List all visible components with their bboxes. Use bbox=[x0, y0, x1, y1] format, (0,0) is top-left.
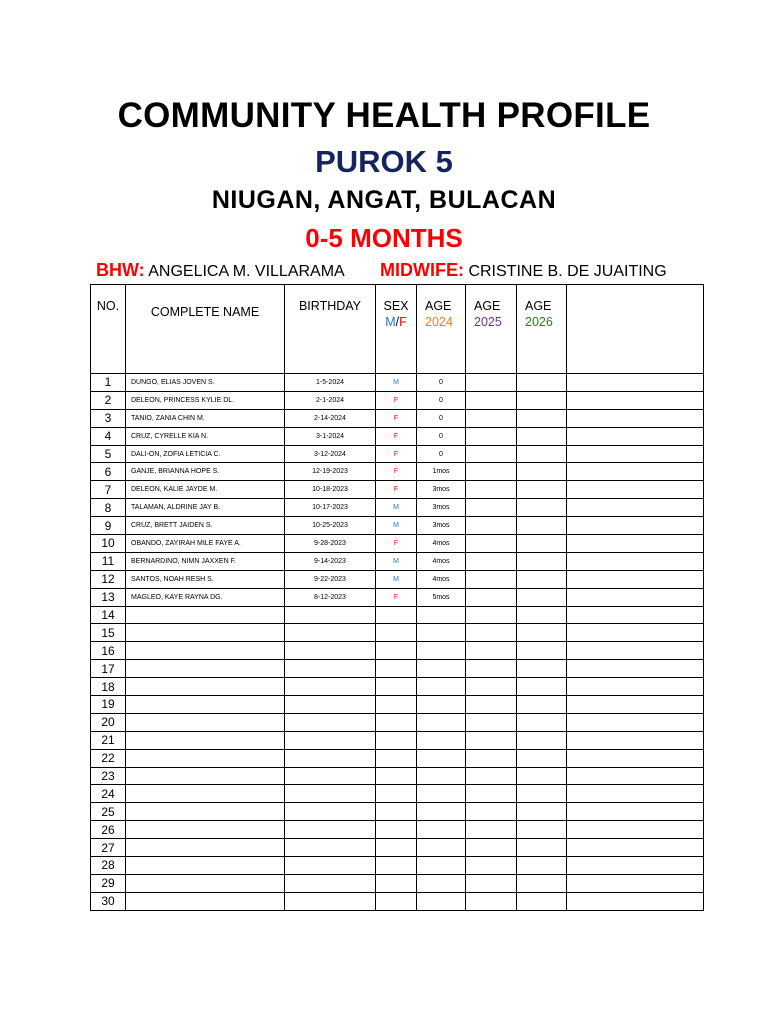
age-2026-cell bbox=[517, 857, 567, 875]
age-2026-cell bbox=[517, 570, 567, 588]
table-row bbox=[91, 713, 704, 731]
age-2026-cell bbox=[517, 552, 567, 570]
name-cell bbox=[126, 803, 285, 821]
row-number-cell: 14 bbox=[91, 606, 126, 624]
age-2024-cell bbox=[417, 606, 466, 624]
notes-cell bbox=[567, 374, 704, 392]
name-cell bbox=[126, 642, 285, 660]
row-number-cell: 22 bbox=[91, 749, 126, 767]
age-2026-cell bbox=[517, 606, 567, 624]
bhw-line bbox=[96, 260, 345, 281]
name-cell bbox=[126, 857, 285, 875]
birthday-cell bbox=[285, 696, 376, 714]
table-row bbox=[91, 391, 704, 409]
table-row bbox=[91, 535, 704, 553]
row-number-cell: 11 bbox=[91, 552, 126, 570]
birthday-cell bbox=[285, 803, 376, 821]
age-2026-cell bbox=[517, 803, 567, 821]
name-cell bbox=[126, 660, 285, 678]
name-cell bbox=[126, 749, 285, 767]
age-2024-cell bbox=[417, 624, 466, 642]
table-row bbox=[91, 374, 704, 392]
name-cell: SANTOS, NOAH RESH S. bbox=[126, 570, 285, 588]
row-number-cell: 29 bbox=[91, 874, 126, 892]
birthday-cell bbox=[285, 731, 376, 749]
age-2026-cell bbox=[517, 445, 567, 463]
age-2026-cell bbox=[517, 427, 567, 445]
notes-cell bbox=[567, 606, 704, 624]
notes-cell bbox=[567, 391, 704, 409]
table-row bbox=[91, 785, 704, 803]
age-2024-cell: 3mos bbox=[417, 499, 466, 517]
notes-cell bbox=[567, 624, 704, 642]
row-number-cell: 8 bbox=[91, 499, 126, 517]
age-2025-cell bbox=[466, 463, 517, 481]
age-2024-cell: 3mos bbox=[417, 481, 466, 499]
row-number-cell: 16 bbox=[91, 642, 126, 660]
row-number-cell: 7 bbox=[91, 481, 126, 499]
birthday-cell: 3-1-2024 bbox=[285, 427, 376, 445]
age-2025-cell bbox=[466, 767, 517, 785]
age-2026-cell bbox=[517, 535, 567, 553]
notes-cell bbox=[567, 749, 704, 767]
age-2025-cell bbox=[466, 696, 517, 714]
row-number-cell: 24 bbox=[91, 785, 126, 803]
table-row bbox=[91, 570, 704, 588]
table-header-row bbox=[91, 285, 704, 374]
age-2025-cell bbox=[466, 445, 517, 463]
table-row bbox=[91, 552, 704, 570]
sex-cell: F bbox=[376, 535, 417, 553]
notes-cell bbox=[567, 857, 704, 875]
age-2025-cell bbox=[466, 552, 517, 570]
name-cell: MAGLEO, KAYE RAYNA DG. bbox=[126, 588, 285, 606]
header-age-2026: AGE 2026 bbox=[517, 285, 567, 374]
age-2026-cell bbox=[517, 642, 567, 660]
table-row bbox=[91, 606, 704, 624]
name-cell: GANJE, BRIANNA HOPE S. bbox=[126, 463, 285, 481]
sex-cell: F bbox=[376, 409, 417, 427]
name-cell: BERNARDINO, NIMN JAXXEN F. bbox=[126, 552, 285, 570]
sex-cell: M bbox=[376, 570, 417, 588]
notes-cell bbox=[567, 839, 704, 857]
sex-cell: M bbox=[376, 552, 417, 570]
row-number-cell: 15 bbox=[91, 624, 126, 642]
name-cell: DELEON, KALIE JAYDE M. bbox=[126, 481, 285, 499]
age-2026-cell bbox=[517, 821, 567, 839]
age-2026-cell bbox=[517, 749, 567, 767]
age-2024-cell: 4mos bbox=[417, 552, 466, 570]
purok-heading: PUROK 5 bbox=[315, 144, 453, 179]
age-2026-cell bbox=[517, 731, 567, 749]
age-2024-cell: 1mos bbox=[417, 463, 466, 481]
birthday-cell bbox=[285, 767, 376, 785]
sex-cell bbox=[376, 696, 417, 714]
name-cell: DELEON, PRINCESS KYLIE DL. bbox=[126, 391, 285, 409]
sex-cell bbox=[376, 642, 417, 660]
name-cell bbox=[126, 624, 285, 642]
age-2026-cell bbox=[517, 409, 567, 427]
birthday-cell: 8-12-2023 bbox=[285, 588, 376, 606]
age-2025-cell bbox=[466, 374, 517, 392]
midwife-name: CRISTINE B. DE JUAITING bbox=[468, 263, 667, 280]
sex-cell bbox=[376, 660, 417, 678]
notes-cell bbox=[567, 445, 704, 463]
birthday-cell: 2-14-2024 bbox=[285, 409, 376, 427]
birthday-cell bbox=[285, 839, 376, 857]
sex-cell bbox=[376, 821, 417, 839]
notes-cell bbox=[567, 499, 704, 517]
table-row bbox=[91, 517, 704, 535]
birthday-cell bbox=[285, 749, 376, 767]
birthday-cell bbox=[285, 660, 376, 678]
name-cell bbox=[126, 874, 285, 892]
age-2024-cell: 0 bbox=[417, 445, 466, 463]
birthday-cell: 9-22-2023 bbox=[285, 570, 376, 588]
sex-cell bbox=[376, 857, 417, 875]
birthday-cell: 10-18-2023 bbox=[285, 481, 376, 499]
document-title: COMMUNITY HEALTH PROFILE bbox=[117, 96, 651, 135]
age-2024-cell: 3mos bbox=[417, 517, 466, 535]
table-row bbox=[91, 445, 704, 463]
table-row bbox=[91, 839, 704, 857]
sex-cell: F bbox=[376, 445, 417, 463]
table-row bbox=[91, 588, 704, 606]
row-number-cell: 2 bbox=[91, 391, 126, 409]
age-2024-cell bbox=[417, 696, 466, 714]
notes-cell bbox=[567, 570, 704, 588]
age-2025-cell bbox=[466, 821, 517, 839]
sex-cell: F bbox=[376, 481, 417, 499]
age-2025-cell bbox=[466, 606, 517, 624]
name-cell: TANIO, ZANIA CHIN M. bbox=[126, 409, 285, 427]
row-number-cell: 30 bbox=[91, 892, 126, 910]
notes-cell bbox=[567, 892, 704, 910]
name-cell bbox=[126, 821, 285, 839]
birthday-cell bbox=[285, 606, 376, 624]
notes-cell bbox=[567, 463, 704, 481]
sex-cell bbox=[376, 839, 417, 857]
table-row bbox=[91, 660, 704, 678]
birthday-cell bbox=[285, 713, 376, 731]
age-2024-cell: 4mos bbox=[417, 535, 466, 553]
table-row bbox=[91, 749, 704, 767]
age-2026-cell bbox=[517, 463, 567, 481]
sex-cell: M bbox=[376, 517, 417, 535]
birthday-cell: 12-19-2023 bbox=[285, 463, 376, 481]
table-row bbox=[91, 696, 704, 714]
notes-cell bbox=[567, 874, 704, 892]
age-2026-cell bbox=[517, 588, 567, 606]
sex-cell: F bbox=[376, 427, 417, 445]
sex-cell: F bbox=[376, 463, 417, 481]
table-row bbox=[91, 874, 704, 892]
birthday-cell bbox=[285, 642, 376, 660]
age-2025-cell bbox=[466, 624, 517, 642]
age-2024-cell bbox=[417, 785, 466, 803]
age-2024-cell: 4mos bbox=[417, 570, 466, 588]
row-number-cell: 4 bbox=[91, 427, 126, 445]
sex-cell bbox=[376, 678, 417, 696]
name-cell: CRUZ, BRETT JAIDEN S. bbox=[126, 517, 285, 535]
age-2024-cell: 0 bbox=[417, 391, 466, 409]
age-2025-cell bbox=[466, 588, 517, 606]
age-2024-cell bbox=[417, 749, 466, 767]
age-2024-cell bbox=[417, 767, 466, 785]
midwife-label: MIDWIFE: bbox=[380, 260, 464, 280]
sex-cell: M bbox=[376, 374, 417, 392]
midwife-line bbox=[380, 260, 667, 281]
row-number-cell: 13 bbox=[91, 588, 126, 606]
table-row bbox=[91, 767, 704, 785]
age-2025-cell bbox=[466, 427, 517, 445]
table-row bbox=[91, 481, 704, 499]
notes-cell bbox=[567, 821, 704, 839]
sex-cell: F bbox=[376, 391, 417, 409]
name-cell bbox=[126, 696, 285, 714]
age-2025-cell bbox=[466, 481, 517, 499]
birthday-cell bbox=[285, 624, 376, 642]
bhw-name: ANGELICA M. VILLARAMA bbox=[148, 263, 345, 280]
notes-cell bbox=[567, 785, 704, 803]
table-row bbox=[91, 624, 704, 642]
sex-cell: F bbox=[376, 588, 417, 606]
age-2025-cell bbox=[466, 678, 517, 696]
sex-cell bbox=[376, 606, 417, 624]
age-2025-cell bbox=[466, 391, 517, 409]
birthday-cell: 2-1-2024 bbox=[285, 391, 376, 409]
health-profile-table bbox=[90, 284, 704, 911]
row-number-cell: 3 bbox=[91, 409, 126, 427]
age-group-heading: 0-5 MONTHS bbox=[305, 223, 463, 253]
row-number-cell: 20 bbox=[91, 713, 126, 731]
row-number-cell: 12 bbox=[91, 570, 126, 588]
age-2024-cell: 0 bbox=[417, 409, 466, 427]
birthday-cell bbox=[285, 857, 376, 875]
birthday-cell: 10-25-2023 bbox=[285, 517, 376, 535]
notes-cell bbox=[567, 588, 704, 606]
age-2025-cell bbox=[466, 857, 517, 875]
header-sex: SEX M/F bbox=[376, 285, 417, 374]
age-2025-cell bbox=[466, 874, 517, 892]
row-number-cell: 17 bbox=[91, 660, 126, 678]
name-cell: DALI-ON, ZOFIA LETICIA C. bbox=[126, 445, 285, 463]
sex-cell bbox=[376, 874, 417, 892]
row-number-cell: 1 bbox=[91, 374, 126, 392]
age-2024-cell bbox=[417, 892, 466, 910]
age-2025-cell bbox=[466, 892, 517, 910]
header-age-2024: AGE 2024 bbox=[417, 285, 466, 374]
age-2024-cell: 0 bbox=[417, 374, 466, 392]
age-2025-cell bbox=[466, 839, 517, 857]
name-cell bbox=[126, 713, 285, 731]
age-2025-cell bbox=[466, 570, 517, 588]
location-heading: NIUGAN, ANGAT, BULACAN bbox=[211, 186, 557, 214]
age-2025-cell bbox=[466, 803, 517, 821]
name-cell bbox=[126, 678, 285, 696]
birthday-cell bbox=[285, 821, 376, 839]
birthday-cell: 9-14-2023 bbox=[285, 552, 376, 570]
notes-cell bbox=[567, 481, 704, 499]
age-2024-cell bbox=[417, 713, 466, 731]
age-2026-cell bbox=[517, 499, 567, 517]
table-row bbox=[91, 427, 704, 445]
name-cell bbox=[126, 767, 285, 785]
age-2025-cell bbox=[466, 731, 517, 749]
header-sex-f: F bbox=[399, 315, 407, 329]
sex-cell bbox=[376, 713, 417, 731]
age-2024-cell: 0 bbox=[417, 427, 466, 445]
sex-cell bbox=[376, 767, 417, 785]
age-2025-cell bbox=[466, 660, 517, 678]
sex-cell: M bbox=[376, 499, 417, 517]
age-2026-cell bbox=[517, 839, 567, 857]
header-birthday: BIRTHDAY bbox=[285, 285, 376, 374]
birthday-cell bbox=[285, 892, 376, 910]
notes-cell bbox=[567, 660, 704, 678]
table-row bbox=[91, 803, 704, 821]
sex-cell bbox=[376, 892, 417, 910]
age-2026-cell bbox=[517, 874, 567, 892]
age-2025-cell bbox=[466, 749, 517, 767]
notes-cell bbox=[567, 713, 704, 731]
table-row bbox=[91, 892, 704, 910]
age-2025-cell bbox=[466, 517, 517, 535]
age-2026-cell bbox=[517, 678, 567, 696]
age-2026-cell bbox=[517, 374, 567, 392]
name-cell bbox=[126, 839, 285, 857]
table-row bbox=[91, 821, 704, 839]
header-blank bbox=[567, 285, 704, 374]
header-age-2025: AGE 2025 bbox=[466, 285, 517, 374]
age-2025-cell bbox=[466, 409, 517, 427]
notes-cell bbox=[567, 767, 704, 785]
row-number-cell: 6 bbox=[91, 463, 126, 481]
age-2025-cell bbox=[466, 535, 517, 553]
row-number-cell: 25 bbox=[91, 803, 126, 821]
age-2025-cell bbox=[466, 713, 517, 731]
age-2024-cell bbox=[417, 731, 466, 749]
birthday-cell bbox=[285, 785, 376, 803]
birthday-cell: 9-28-2023 bbox=[285, 535, 376, 553]
notes-cell bbox=[567, 803, 704, 821]
age-2026-cell bbox=[517, 767, 567, 785]
name-cell: OBANDO, ZAYIRAH MILE FAYE A. bbox=[126, 535, 285, 553]
table-row bbox=[91, 642, 704, 660]
notes-cell bbox=[567, 427, 704, 445]
age-2024-cell bbox=[417, 821, 466, 839]
name-cell bbox=[126, 606, 285, 624]
notes-cell bbox=[567, 517, 704, 535]
table-row bbox=[91, 678, 704, 696]
row-number-cell: 5 bbox=[91, 445, 126, 463]
birthday-cell bbox=[285, 874, 376, 892]
header-sex-m: M bbox=[385, 315, 396, 329]
age-2026-cell bbox=[517, 785, 567, 803]
row-number-cell: 10 bbox=[91, 535, 126, 553]
sex-cell bbox=[376, 624, 417, 642]
notes-cell bbox=[567, 678, 704, 696]
name-cell bbox=[126, 785, 285, 803]
age-2026-cell bbox=[517, 660, 567, 678]
age-2026-cell bbox=[517, 481, 567, 499]
age-2024-cell bbox=[417, 857, 466, 875]
age-2026-cell bbox=[517, 624, 567, 642]
notes-cell bbox=[567, 696, 704, 714]
age-2024-cell: 5mos bbox=[417, 588, 466, 606]
age-2026-cell bbox=[517, 696, 567, 714]
row-number-cell: 26 bbox=[91, 821, 126, 839]
row-number-cell: 21 bbox=[91, 731, 126, 749]
name-cell bbox=[126, 892, 285, 910]
sex-cell bbox=[376, 749, 417, 767]
age-2026-cell bbox=[517, 892, 567, 910]
age-2025-cell bbox=[466, 499, 517, 517]
age-2026-cell bbox=[517, 391, 567, 409]
age-2025-cell bbox=[466, 785, 517, 803]
row-number-cell: 27 bbox=[91, 839, 126, 857]
name-cell bbox=[126, 731, 285, 749]
table-row bbox=[91, 499, 704, 517]
table-row bbox=[91, 463, 704, 481]
sex-cell bbox=[376, 785, 417, 803]
name-cell: CRUZ, CYRELLE KIA N. bbox=[126, 427, 285, 445]
age-2025-cell bbox=[466, 642, 517, 660]
birthday-cell: 1-5-2024 bbox=[285, 374, 376, 392]
row-number-cell: 19 bbox=[91, 696, 126, 714]
sex-cell bbox=[376, 731, 417, 749]
table-row bbox=[91, 731, 704, 749]
row-number-cell: 18 bbox=[91, 678, 126, 696]
name-cell: DUNGO, ELIAS JOVEN S. bbox=[126, 374, 285, 392]
header-complete-name: COMPLETE NAME bbox=[126, 285, 285, 374]
notes-cell bbox=[567, 409, 704, 427]
age-2024-cell bbox=[417, 803, 466, 821]
age-2024-cell bbox=[417, 642, 466, 660]
bhw-label: BHW: bbox=[96, 260, 145, 280]
age-2024-cell bbox=[417, 678, 466, 696]
table-row bbox=[91, 409, 704, 427]
notes-cell bbox=[567, 552, 704, 570]
age-2024-cell bbox=[417, 660, 466, 678]
birthday-cell: 3-12-2024 bbox=[285, 445, 376, 463]
notes-cell bbox=[567, 731, 704, 749]
sex-cell bbox=[376, 803, 417, 821]
table-row bbox=[91, 857, 704, 875]
birthday-cell bbox=[285, 678, 376, 696]
age-2026-cell bbox=[517, 713, 567, 731]
age-2026-cell bbox=[517, 517, 567, 535]
age-2024-cell bbox=[417, 874, 466, 892]
notes-cell bbox=[567, 535, 704, 553]
row-number-cell: 23 bbox=[91, 767, 126, 785]
header-no: NO. bbox=[91, 285, 126, 374]
notes-cell bbox=[567, 642, 704, 660]
row-number-cell: 9 bbox=[91, 517, 126, 535]
row-number-cell: 28 bbox=[91, 857, 126, 875]
age-2024-cell bbox=[417, 839, 466, 857]
name-cell: TALAMAN, ALDRINE JAY B. bbox=[126, 499, 285, 517]
birthday-cell: 10-17-2023 bbox=[285, 499, 376, 517]
